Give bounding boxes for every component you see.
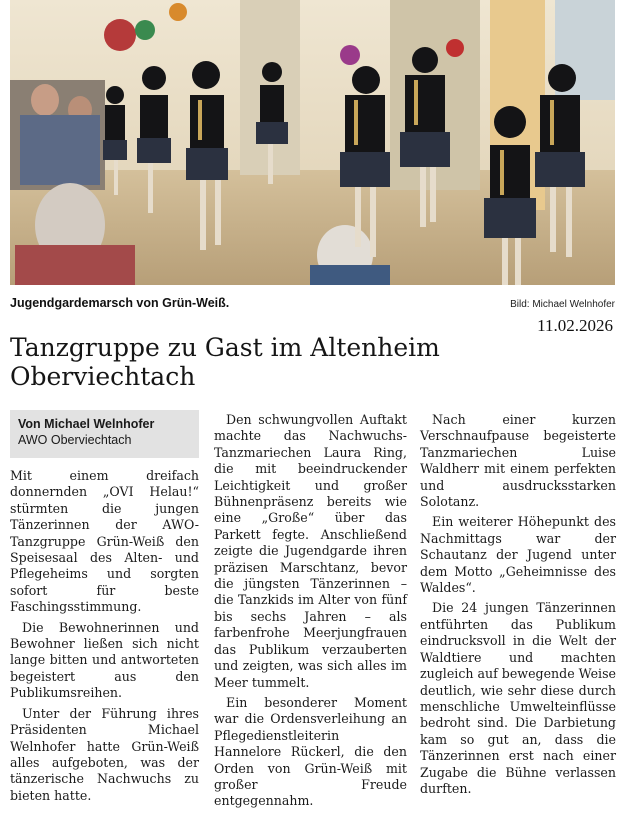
author-box	[10, 410, 199, 458]
article-column-3	[420, 412, 616, 801]
article-column-2	[214, 412, 407, 814]
paragraph: Den schwungvollen Auftakt machte das Nachwuchs-Tanzmariechen Laura Ring, die mit beeindruckender Leichtigkeit und großer Bühnenpräsenz bereits wie eine „Große“ über das Parkett fegte. Anschließend zeigte die Jugendgarde ihren präzisen Marschtanz, bevor die jüngsten Tänzerinnen – die Tanzkids im Alter von fünf bis sechs Jahren – als farbenfrohe Meerjungfrauen das Publikum verzauberten und zeigten, was sich alles im Meer tummelt.	[214, 412, 407, 690]
author-name: Von Michael Welnhofer	[18, 417, 155, 431]
paragraph: Nach einer kurzen Verschnaufpause begeisterte Tanzmariechen Luise Waldherr mit einem perfekten und ausdrucksstarken Solotanz.	[420, 412, 616, 510]
paragraph: Die 24 jungen Tänzerinnen entführten das Publikum eindrucksvoll in die Welt der Waldtiere und machten zugleich auf bewegende Weise deutlich, wie sehr diese durch menschliche Umwelteinflüsse bedroht sind. Die Darbietung kam so gut an, dass die Tänzerinnen erst nach einer Zugabe die Bühne verlassen durften.	[420, 600, 616, 796]
paragraph: Ein weiterer Höhepunkt des Nachmittags war der Schautanz der Jugend unter dem Motto „Geheimnisse des Waldes“.	[420, 514, 616, 596]
paragraph: Unter der Führung ihres Präsidenten Michael Welnhofer hatte Grün-Weiß alles aufgeboten, was der tänzerische Nachwuchs zu bieten hatte.	[10, 705, 199, 803]
paragraph: Ein besonderer Moment war die Ordensverleihung an Pflegedienstleiterin Hannelore Rückerl, die den Orden von Grün-Weiß mit großer Freude entgegennahm.	[214, 694, 407, 809]
photo-caption: Jugendgardemarsch von Grün-Weiß.	[10, 296, 230, 310]
paragraph: Die Bewohnerinnen und Bewohner ließen sich nicht lange bitten und antworteten begeistert aus den Publikumsreihen.	[10, 619, 199, 701]
publication-date: 11.02.2026	[537, 316, 613, 335]
article-photo	[10, 0, 615, 285]
paragraph: Mit einem dreifach donnernden „OVI Helau!“ stürmten die jungen Tänzerinnen der AWO-Tanzgruppe Grün-Weiß den Speisesaal des Alten- und Pflegeheims und sorgten sofort für beste Faschingsstimmung.	[10, 468, 199, 615]
photo-caption-row	[10, 296, 615, 316]
photo-credit: Bild: Michael Welnhofer	[510, 299, 615, 310]
author-organization: AWO Oberviechtach	[18, 433, 132, 447]
headline: Tanzgruppe zu Gast im Altenheim Oberviechtach	[10, 333, 440, 391]
article-column-1	[10, 468, 199, 808]
dancers-photo-illustration	[10, 0, 615, 285]
